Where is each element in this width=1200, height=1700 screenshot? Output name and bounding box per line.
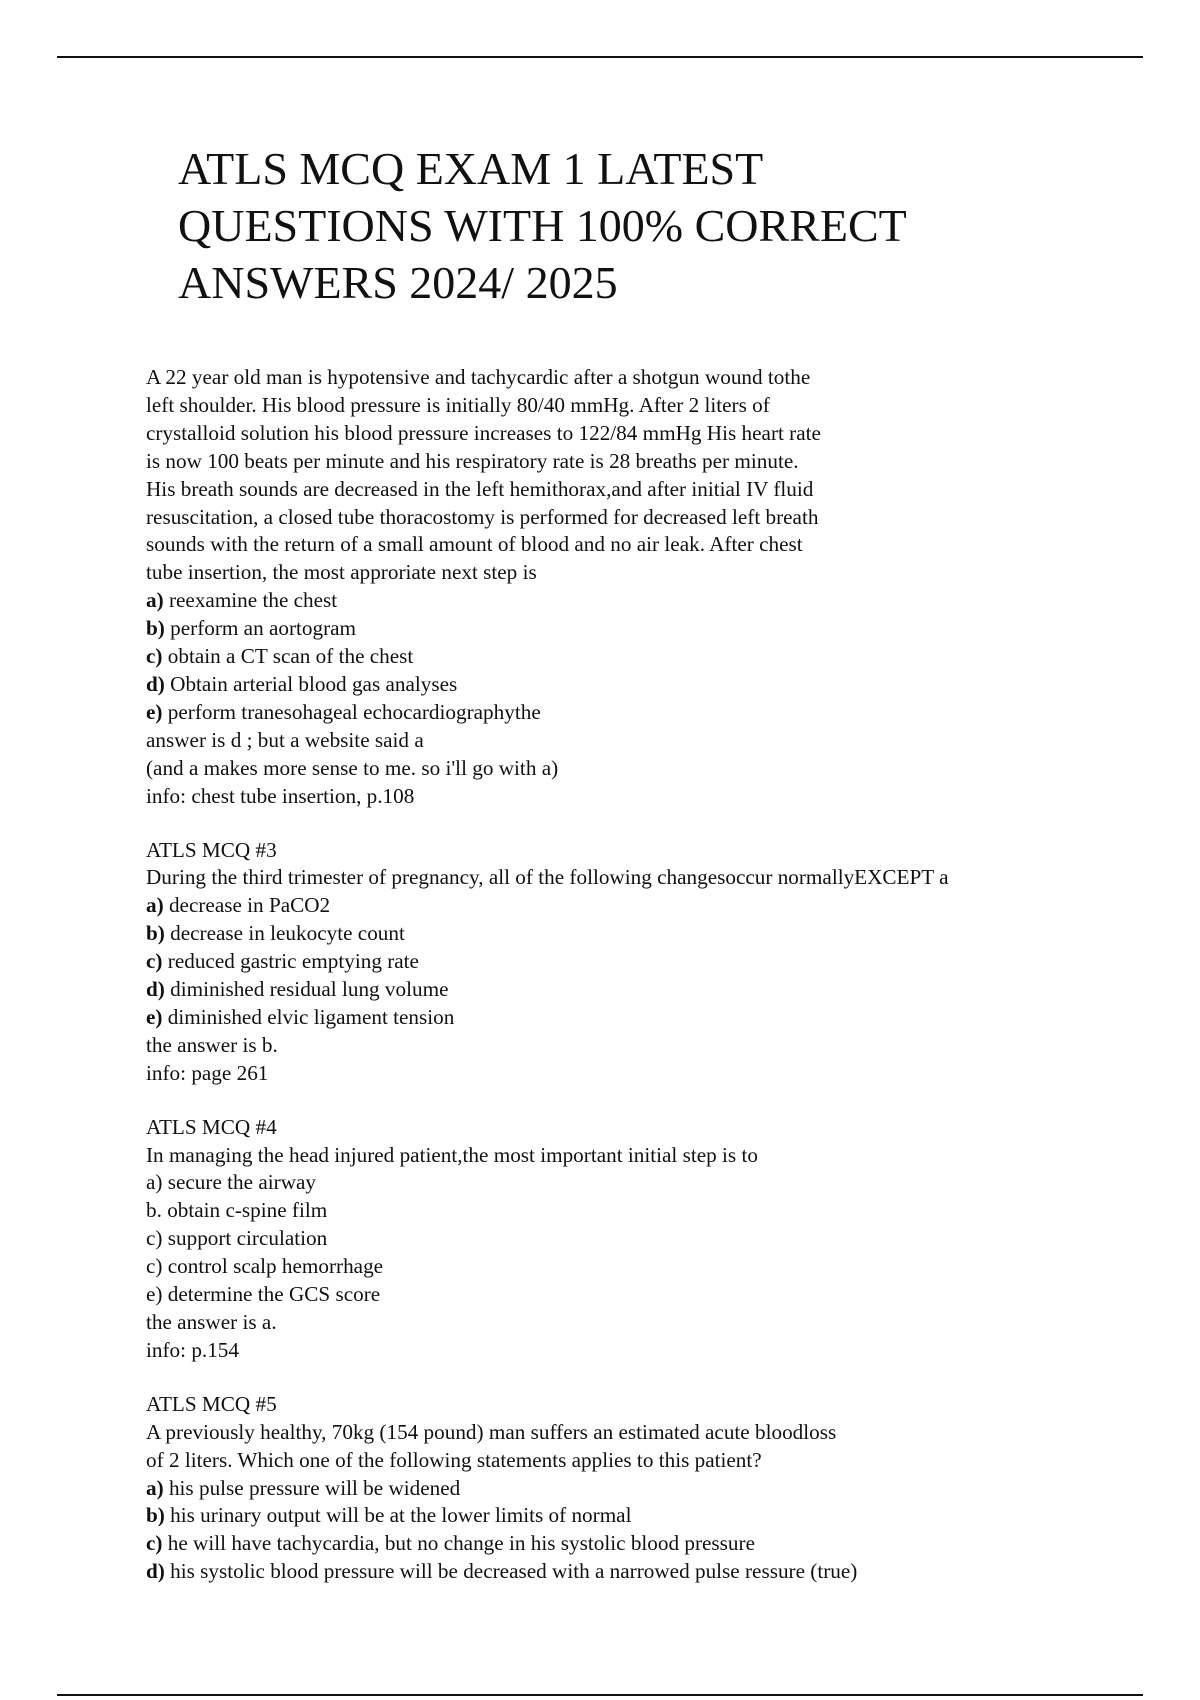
option-letter: d): [146, 1559, 165, 1584]
option-text: diminished residual lung volume: [164, 977, 449, 1002]
option-text: diminished elvic ligament tension: [162, 1004, 455, 1029]
option-letter: b): [146, 1503, 165, 1528]
answer-option: e) determine the GCS score: [146, 1282, 381, 1307]
question-heading: ATLS MCQ #5: [146, 1391, 277, 1416]
answer-option: [146, 976, 1106, 1004]
title-line: ATLS MCQ EXAM 1 LATEST: [178, 143, 764, 194]
answer-option: a) secure the airway: [146, 1170, 316, 1195]
option-text: obtain a CT scan of the chest: [162, 644, 414, 669]
option-text: his pulse pressure will be widened: [163, 1475, 461, 1500]
option-text: reexamine the chest: [163, 588, 338, 613]
option-letter: a): [146, 893, 164, 918]
answer-option: [146, 920, 1106, 948]
answer-option: c) control scalp hemorrhage: [146, 1254, 384, 1279]
option-text: perform an aortogram: [164, 616, 357, 641]
answer-option: [146, 892, 1106, 920]
page-title: [178, 140, 1078, 311]
answer-option: [146, 587, 1106, 615]
question-stem-line: tube insertion, the most approriate next step is: [146, 560, 537, 585]
answer-line: answer is d ; but a website said a: [146, 727, 424, 752]
option-letter: a): [146, 1475, 164, 1500]
question-stem-line: crystalloid solution his blood pressure increases to 122/84 mmHg His heart rate: [146, 420, 821, 445]
option-letter: e): [146, 699, 163, 724]
question-stem-line: is now 100 beats per minute and his respiratory rate is 28 breaths per minute.: [146, 448, 799, 473]
answer-line: (and a makes more sense to me. so i'll go with a): [146, 755, 559, 780]
question-heading: ATLS MCQ #3: [146, 837, 277, 862]
answer-option: [146, 1004, 1106, 1032]
answer-option: [146, 1475, 1106, 1503]
option-letter: e): [146, 1004, 163, 1029]
info-line: info: p.154: [146, 1337, 239, 1362]
option-text: decrease in leukocyte count: [164, 921, 405, 946]
question-stem-line: His breath sounds are decreased in the left hemithorax,and after initial IV fluid: [146, 476, 814, 501]
option-text: his urinary output will be at the lower limits of normal: [164, 1503, 632, 1528]
option-text: his systolic blood pressure will be decreased with a narrowed pulse ressure (true): [164, 1559, 858, 1584]
answer-option: [146, 643, 1106, 671]
top-rule: [57, 56, 1143, 58]
title-line: ANSWERS 2024/ 2025: [178, 257, 618, 308]
answer-line: the answer is a.: [146, 1310, 277, 1334]
option-text: decrease in PaCO2: [163, 893, 331, 918]
question-1: [146, 364, 1106, 811]
option-letter: a): [146, 588, 164, 613]
option-text: Obtain arterial blood gas analyses: [164, 671, 458, 696]
question-heading: ATLS MCQ #4: [146, 1114, 277, 1139]
question-stem-line: In managing the head injured patient,the most important initial step is to: [146, 1142, 758, 1167]
title-line: QUESTIONS WITH 100% CORRECT: [178, 200, 907, 251]
option-text: perform tranesohageal echocardiographythe: [162, 699, 541, 724]
question-3: [146, 837, 1106, 1088]
option-letter: c): [146, 949, 163, 974]
answer-line: the answer is b.: [146, 1032, 278, 1057]
answer-option: [146, 671, 1106, 699]
document-body: [146, 364, 1106, 1612]
question-stem-line: of 2 liters. Which one of the following statements applies to this patient?: [146, 1447, 762, 1472]
question-stem-line: left shoulder. His blood pressure is initially 80/40 mmHg. After 2 liters of: [146, 392, 770, 417]
answer-option: [146, 615, 1106, 643]
answer-option: [146, 948, 1106, 976]
option-letter: c): [146, 644, 163, 669]
question-5: [146, 1391, 1106, 1586]
answer-option: [146, 1530, 1106, 1558]
option-letter: b): [146, 921, 165, 946]
question-stem-line: sounds with the return of a small amount of blood and no air leak. After chest: [146, 532, 803, 557]
answer-option: c) support circulation: [146, 1226, 328, 1251]
option-letter: d): [146, 671, 165, 696]
question-stem-line: resuscitation, a closed tube thoracostomy is performed for decreased left breath: [146, 504, 819, 529]
answer-option: [146, 699, 1106, 727]
option-letter: c): [146, 1531, 163, 1556]
option-text: he will have tachycardia, but no change in his systolic blood pressure: [162, 1531, 755, 1556]
option-letter: d): [146, 977, 165, 1002]
info-line: info: chest tube insertion, p.108: [146, 783, 415, 808]
question-stem-line: A previously healthy, 70kg (154 pound) man suffers an estimated acute bloodloss: [146, 1419, 837, 1444]
answer-option: [146, 1558, 1106, 1586]
question-stem-line: A 22 year old man is hypotensive and tachycardic after a shotgun wound tothe: [146, 365, 811, 389]
option-letter: b): [146, 616, 165, 641]
info-line: info: page 261: [146, 1060, 269, 1085]
option-text: reduced gastric emptying rate: [162, 949, 419, 974]
bottom-rule: [57, 1694, 1143, 1696]
question-stem-line: During the third trimester of pregnancy, all of the following changesoccur normallyEXCEPT a: [146, 865, 949, 890]
answer-option: [146, 1502, 1106, 1530]
question-4: [146, 1114, 1106, 1365]
answer-option: b. obtain c-spine film: [146, 1198, 328, 1223]
